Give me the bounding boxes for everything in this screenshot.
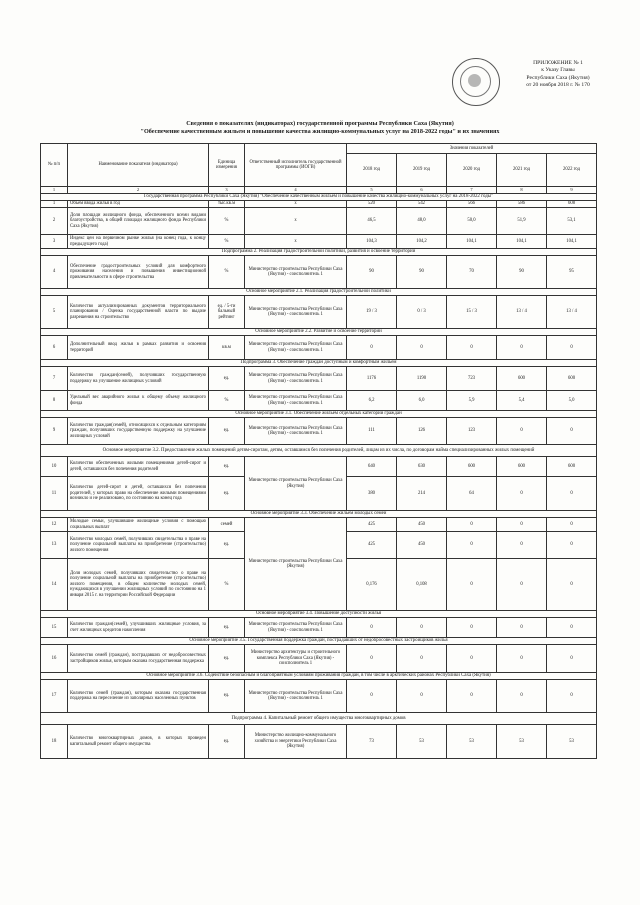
unit-cell: ед. bbox=[209, 477, 245, 511]
header-unit: Единица измерения bbox=[209, 144, 245, 187]
value-2022: 0 bbox=[547, 680, 597, 713]
row-num: 10 bbox=[41, 457, 68, 477]
row-num: 9 bbox=[41, 418, 68, 445]
value-2020: 566 bbox=[447, 201, 497, 208]
value-2019: 0 bbox=[397, 680, 447, 713]
value-2019: 104,2 bbox=[397, 235, 447, 249]
value-2019: 90 bbox=[397, 256, 447, 289]
executor-cell: х bbox=[245, 235, 347, 249]
value-2021: 0 bbox=[497, 532, 547, 559]
section-heading: Основное мероприятие 3.6. Содействие безопасным и благоприятным условиям проживания граждан, в том числе в арктических районах Республики Саха (Якутия) bbox=[41, 673, 597, 680]
value-2021: 0 bbox=[497, 618, 547, 638]
value-2020: 0 bbox=[447, 336, 497, 360]
value-2022: 0 bbox=[547, 418, 597, 445]
appendix-line: ПРИЛОЖЕНИЕ № 1 bbox=[533, 60, 583, 66]
value-2018: 46,5 bbox=[347, 208, 397, 235]
column-number: 9 bbox=[547, 187, 597, 194]
value-2020: 123 bbox=[447, 418, 497, 445]
value-2020: 0 bbox=[447, 645, 497, 673]
table-body bbox=[41, 194, 597, 759]
value-2019: 630 bbox=[397, 457, 447, 477]
unit-cell: ед. bbox=[209, 418, 245, 445]
executor-cell: Министерство строительства Республики Саха (Якутия) bbox=[245, 457, 347, 511]
value-2021: 0 bbox=[497, 418, 547, 445]
table-row bbox=[41, 256, 597, 289]
indicator-name: Количество граждан(семей), получивших государственную поддержку на улучшение жилищных условий bbox=[68, 367, 209, 391]
column-number: 3 bbox=[209, 187, 245, 194]
unit-cell: ед. bbox=[209, 367, 245, 391]
value-2018: 19 / 3 bbox=[347, 296, 397, 329]
value-2022: 0 bbox=[547, 645, 597, 673]
value-2022: 600 bbox=[547, 367, 597, 391]
value-2018: 0 bbox=[347, 680, 397, 713]
value-2021: 0 bbox=[497, 518, 547, 532]
value-2019: 126 bbox=[397, 418, 447, 445]
row-num: 16 bbox=[41, 645, 68, 673]
value-2021: 51,9 bbox=[497, 208, 547, 235]
value-2019: 0 bbox=[397, 336, 447, 360]
table-row bbox=[41, 367, 597, 391]
value-2022: 0 bbox=[547, 336, 597, 360]
value-2021: 0 bbox=[497, 680, 547, 713]
value-2020: 104,1 bbox=[447, 235, 497, 249]
unit-cell: % bbox=[209, 256, 245, 289]
value-2018: 0 bbox=[347, 645, 397, 673]
value-2020: 0 bbox=[447, 680, 497, 713]
column-number: 8 bbox=[497, 187, 547, 194]
table-row bbox=[41, 201, 597, 208]
header-year: 2019 год bbox=[397, 154, 447, 187]
appendix-header bbox=[498, 60, 618, 89]
executor-cell: Министерство строительства Республики Саха (Якутия) - соисполнитель 1 bbox=[245, 256, 347, 289]
value-2021: 90 bbox=[497, 256, 547, 289]
row-num: 4 bbox=[41, 256, 68, 289]
official-seal-icon bbox=[452, 58, 500, 106]
unit-cell: % bbox=[209, 559, 245, 611]
value-2019: 214 bbox=[397, 477, 447, 511]
table-row bbox=[41, 418, 597, 445]
indicator-name: Количество граждан(семей), улучшивших жилищные условия, за счет жилищных кредитов накопления bbox=[68, 618, 209, 638]
column-number: 7 bbox=[447, 187, 497, 194]
executor-cell: Министерство строительства Республики Саха (Якутия) - соисполнитель 1 bbox=[245, 418, 347, 445]
value-2021: 0 bbox=[497, 645, 547, 673]
table-row bbox=[41, 391, 597, 411]
row-num: 18 bbox=[41, 725, 68, 759]
value-2020: 53 bbox=[447, 725, 497, 759]
indicator-name: Молодые семьи, улучшившие жилищные условия с помощью социальных выплат bbox=[68, 518, 209, 532]
value-2019: 53 bbox=[397, 725, 447, 759]
title-line: "Обеспечение качественным жильем и повышение качества жилищно-коммунальных услуг на 2018-2022 годы" и их значениях bbox=[140, 127, 500, 135]
column-number: 2 bbox=[68, 187, 209, 194]
table-row bbox=[41, 457, 597, 477]
header-year: 2022 год bbox=[547, 154, 597, 187]
appendix-line: к Указу Главы bbox=[541, 67, 575, 74]
indicators-table bbox=[40, 143, 597, 759]
table-row bbox=[41, 618, 597, 638]
indicator-name: Количество семей (граждан), пострадавших от недобросовестных застройщиков жилья, которым оказана государственная поддержка bbox=[68, 645, 209, 673]
value-2020: 600 bbox=[447, 457, 497, 477]
indicator-name: Количество многоквартирных домов, в которых проведен капитальный ремонт общего имущества bbox=[68, 725, 209, 759]
section-heading: Подпрограмма 2. Реализация градостроительной политики, развития и освоение территорий bbox=[41, 249, 597, 256]
section-heading: Основное мероприятие 2.2. Развитие и освоение территорий bbox=[41, 329, 597, 336]
row-num: 14 bbox=[41, 559, 68, 611]
executor-cell: Министерство строительства Республики Саха (Якутия) - соисполнитель 1 bbox=[245, 296, 347, 329]
value-2021: 600 bbox=[497, 367, 547, 391]
table-row bbox=[41, 725, 597, 759]
unit-cell: ед. / 5-ти бальный рейтинг bbox=[209, 296, 245, 329]
value-2018: 520 bbox=[347, 201, 397, 208]
row-num: 13 bbox=[41, 532, 68, 559]
value-2021: 0 bbox=[497, 477, 547, 511]
header-year: 2020 год bbox=[447, 154, 497, 187]
value-2018: 6,2 bbox=[347, 391, 397, 411]
value-2020: 0 bbox=[447, 518, 497, 532]
value-2019: 0 bbox=[397, 645, 447, 673]
value-2021: 53 bbox=[497, 725, 547, 759]
unit-cell: % bbox=[209, 235, 245, 249]
appendix-line: от 20 ноября 2018 г. № 170 bbox=[526, 81, 590, 88]
row-num: 1 bbox=[41, 201, 68, 208]
value-2022: 53 bbox=[547, 725, 597, 759]
row-num: 17 bbox=[41, 680, 68, 713]
value-2018: 0 bbox=[347, 618, 397, 638]
row-num: 12 bbox=[41, 518, 68, 532]
table-row bbox=[41, 296, 597, 329]
indicator-name: Количество молодых семей, получивших свидетельства о праве на получение социальной выплаты на приобретение (строительство) жилого помещения bbox=[68, 532, 209, 559]
unit-cell: ед. bbox=[209, 680, 245, 713]
value-2019: 542 bbox=[397, 201, 447, 208]
value-2020: 0 bbox=[447, 559, 497, 611]
executor-cell: Министерство строительства Республики Саха (Якутия) bbox=[245, 518, 347, 611]
title-line: Сведения о показателях (индикаторах) государственной программы Республики Саха (Якутия) bbox=[186, 120, 454, 127]
executor-cell: Министерство строительства Республики Саха (Якутия) - соисполнитель 1 bbox=[245, 336, 347, 360]
value-2018: 0,176 bbox=[347, 559, 397, 611]
indicator-name: Количество актуализированных документов территориального планирования / Оценка государственной власти по выдаче разрешения на строительство bbox=[68, 296, 209, 329]
unit-cell: тыс.кв.м bbox=[209, 201, 245, 208]
value-2020: 64 bbox=[447, 477, 497, 511]
value-2020: 70 bbox=[447, 256, 497, 289]
section-heading: Государственная программа Республики Саха (Якутия) "Обеспечение качественным жильем и повышение качества жилищно-коммунальных услуг на 2018-2022 годы" bbox=[41, 194, 597, 201]
value-2019: 0,108 bbox=[397, 559, 447, 611]
value-2018: 73 bbox=[347, 725, 397, 759]
value-2020: 15 / 3 bbox=[447, 296, 497, 329]
value-2019: 1190 bbox=[397, 367, 447, 391]
row-num: 6 bbox=[41, 336, 68, 360]
row-num: 5 bbox=[41, 296, 68, 329]
table-row bbox=[41, 680, 597, 713]
value-2022: 608 bbox=[547, 201, 597, 208]
value-2021: 13 / 4 bbox=[497, 296, 547, 329]
column-number: 4 bbox=[245, 187, 347, 194]
header-year: 2021 год bbox=[497, 154, 547, 187]
value-2018: 380 bbox=[347, 477, 397, 511]
section-heading: Подпрограмма 3. Обеспечение граждан доступным и комфортным жильем bbox=[41, 360, 597, 367]
value-2021: 5,4 bbox=[497, 391, 547, 411]
header-executor: Ответственный исполнитель государственной программы (ИОГВ) bbox=[245, 144, 347, 187]
table-row bbox=[41, 645, 597, 673]
executor-cell: х bbox=[245, 208, 347, 235]
value-2022: 0 bbox=[547, 618, 597, 638]
value-2022: 104,1 bbox=[547, 235, 597, 249]
section-heading: Основное мероприятие 3.5. Государственная поддержка граждан, пострадавших от недобросовестных застройщиков жилья bbox=[41, 638, 597, 645]
value-2018: 90 bbox=[347, 256, 397, 289]
section-heading: Основное мероприятие 3.2. Предоставление жилых помещений детям-сиротам, детям, оставшимся без попечения родителей, лицам из их числа, по договорам найма специализированных жилых помещений bbox=[41, 445, 597, 457]
section-heading: Основное мероприятие 2.1. Реализация градостроительной политики bbox=[41, 289, 597, 296]
value-2022: 0 bbox=[547, 532, 597, 559]
section-heading: Основное мероприятие 3.3. Обеспечение жильем молодых семей bbox=[41, 511, 597, 518]
executor-cell: Министерство строительства Республики Саха (Якутия) - соисполнитель 1 bbox=[245, 391, 347, 411]
value-2022: 53,1 bbox=[547, 208, 597, 235]
value-2022: 0 bbox=[547, 559, 597, 611]
column-number-row bbox=[41, 187, 597, 194]
unit-cell: ед. bbox=[209, 457, 245, 477]
value-2021: 586 bbox=[497, 201, 547, 208]
value-2021: 0 bbox=[497, 336, 547, 360]
value-2022: 0 bbox=[547, 477, 597, 511]
executor-cell: Министерство строительства Республики Саха (Якутия) - соисполнитель 1 bbox=[245, 680, 347, 713]
value-2019: 450 bbox=[397, 518, 447, 532]
value-2019: 48,0 bbox=[397, 208, 447, 235]
indicator-name: Количество граждан(семей), относящихся к отдельным категориям граждан, получивших государственную поддержку на улучшение жилищных условий bbox=[68, 418, 209, 445]
unit-cell: % bbox=[209, 391, 245, 411]
row-num: 15 bbox=[41, 618, 68, 638]
table-row bbox=[41, 336, 597, 360]
indicator-name: Индекс цен на первичном рынке жилья (на конец года, к концу предыдущего года) bbox=[68, 235, 209, 249]
indicator-name: Количество обеспеченных жилыми помещениями детей-сирот и детей, оставшихся без попечения родителей bbox=[68, 457, 209, 477]
table-row bbox=[41, 235, 597, 249]
value-2021: 0 bbox=[497, 559, 547, 611]
indicator-name: Удельный вес аварийного жилья к общему объему жилищного фонда bbox=[68, 391, 209, 411]
indicator-name: Объем ввода жилья в год bbox=[68, 201, 209, 208]
value-2021: 600 bbox=[497, 457, 547, 477]
column-number: 5 bbox=[347, 187, 397, 194]
executor-cell: х bbox=[245, 201, 347, 208]
value-2019: 0 / 3 bbox=[397, 296, 447, 329]
value-2018: 425 bbox=[347, 532, 397, 559]
appendix-line: Республики Саха (Якутия) bbox=[526, 74, 590, 81]
row-num: 2 bbox=[41, 208, 68, 235]
value-2018: 0 bbox=[347, 336, 397, 360]
indicator-name: Доля площади жилищного фонда, обеспеченного всеми видами благоустройства, в общей площади жилищного фонда Республики Саха (Якутия) bbox=[68, 208, 209, 235]
executor-cell: Министерство строительства Республики Саха (Якутия) - соисполнитель 1 bbox=[245, 367, 347, 391]
row-num: 8 bbox=[41, 391, 68, 411]
column-number: 1 bbox=[41, 187, 68, 194]
unit-cell: ед. bbox=[209, 645, 245, 673]
section-heading: Основное мероприятие 3.1. Обеспечение жильем отдельных категорий граждан bbox=[41, 411, 597, 418]
indicator-name: Дополнительный ввод жилья в рамках развития и освоения территорий bbox=[68, 336, 209, 360]
executor-cell: Министерство строительства Республики Саха (Якутия) - соисполнитель 1 bbox=[245, 618, 347, 638]
section-heading: Основное мероприятие 3.4. Повышение доступности жилья bbox=[41, 611, 597, 618]
value-2018: 425 bbox=[347, 518, 397, 532]
value-2018: 111 bbox=[347, 418, 397, 445]
value-2020: 0 bbox=[447, 618, 497, 638]
unit-cell: ед. bbox=[209, 532, 245, 559]
row-num: 3 bbox=[41, 235, 68, 249]
executor-cell: Министерство жилищно-коммунального хозяйства и энергетики Республики Саха (Якутия) bbox=[245, 725, 347, 759]
value-2018: 640 bbox=[347, 457, 397, 477]
section-heading: Подпрограмма 4. Капитальный ремонт общего имущества многоквартирных домов bbox=[41, 713, 597, 725]
header-name: Наименование показателя (индикатора) bbox=[68, 144, 209, 187]
value-2022: 600 bbox=[547, 457, 597, 477]
table-row bbox=[41, 208, 597, 235]
indicator-name: Количество детей-сирот и детей, оставшихся без попечения родителей, у которых право на обеспечение жилыми помещениями возникло и не реализовано, по состоянию на конец года bbox=[68, 477, 209, 511]
value-2018: 104,3 bbox=[347, 235, 397, 249]
value-2021: 104,1 bbox=[497, 235, 547, 249]
unit-cell: ед. bbox=[209, 725, 245, 759]
indicator-name: Обеспечение градостроительных условий для комфортного проживания населения и повышения инвестиционной привлекательности в сфере строительства bbox=[68, 256, 209, 289]
table-row bbox=[41, 518, 597, 532]
value-2022: 5,0 bbox=[547, 391, 597, 411]
header-num: № п/п bbox=[41, 144, 68, 187]
header-values-group: Значения показателей bbox=[347, 144, 597, 154]
document-title bbox=[50, 120, 590, 135]
unit-cell: % bbox=[209, 208, 245, 235]
value-2022: 95 bbox=[547, 256, 597, 289]
column-number: 6 bbox=[397, 187, 447, 194]
value-2018: 1176 bbox=[347, 367, 397, 391]
value-2020: 50,0 bbox=[447, 208, 497, 235]
indicator-name: Количество семей (граждан), которым оказана государственная поддержка на переселение из заполярных населенных пунктов bbox=[68, 680, 209, 713]
value-2019: 450 bbox=[397, 532, 447, 559]
value-2022: 0 bbox=[547, 518, 597, 532]
unit-cell: семей bbox=[209, 518, 245, 532]
value-2020: 5,9 bbox=[447, 391, 497, 411]
unit-cell: ед. bbox=[209, 618, 245, 638]
indicator-name: Доля молодых семей, получивших свидетельство о праве на получение социальной выплаты на приобретение (строительство) жилого помещения, в общем количестве молодых семей, нуждающихся в улучшении жилищных условий по состоянию на 1 января 2015 г. на территории Российской Федерации bbox=[68, 559, 209, 611]
executor-cell: Министерство архитектуры и строительного комплекса Республики Саха (Якутия) - соисполнитель 1 bbox=[245, 645, 347, 673]
value-2020: 0 bbox=[447, 532, 497, 559]
value-2020: 723 bbox=[447, 367, 497, 391]
header-year: 2018 год bbox=[347, 154, 397, 187]
value-2022: 13 / 4 bbox=[547, 296, 597, 329]
value-2019: 6,0 bbox=[397, 391, 447, 411]
value-2019: 0 bbox=[397, 618, 447, 638]
row-num: 11 bbox=[41, 477, 68, 511]
row-num: 7 bbox=[41, 367, 68, 391]
unit-cell: кв.м bbox=[209, 336, 245, 360]
